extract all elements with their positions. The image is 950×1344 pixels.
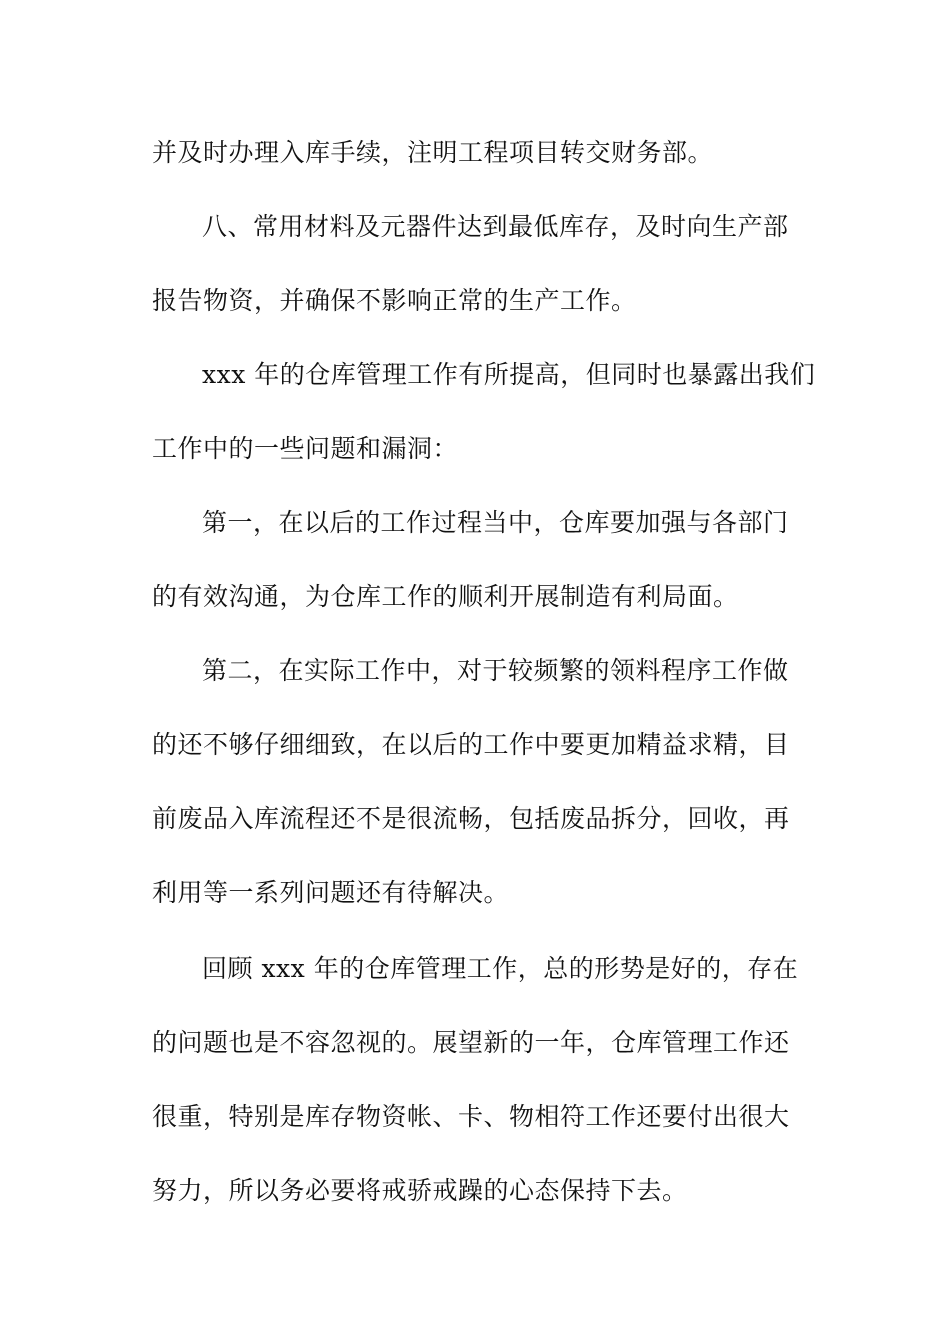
text-line: 努力，所以务必要将戒骄戒躁的心态保持下去。: [152, 1176, 688, 1205]
paragraph-first-line: 第二，在实际工作中，对于较频繁的领料程序工作做: [202, 656, 789, 685]
text-line: 的有效沟通，为仓库工作的顺利开展制造有利局面。: [152, 582, 739, 611]
paragraph-first-line: 回顾 xxx 年的仓库管理工作，总的形势是好的，存在: [202, 954, 799, 983]
paragraph-first-line: xxx 年的仓库管理工作有所提高，但同时也暴露出我们: [202, 360, 816, 389]
text-line: 前废品入库流程还不是很流畅，包括废品拆分，回收，再: [152, 804, 790, 833]
text-line: 的还不够仔细细致，在以后的工作中要更加精益求精，目: [152, 730, 790, 759]
text-line: 报告物资，并确保不影响正常的生产工作。: [152, 286, 637, 315]
text-line: 很重，特别是库存物资帐、卡、物相符工作还要付出很大: [152, 1102, 790, 1131]
paragraph-first-line: 八、常用材料及元器件达到最低库存，及时向生产部: [202, 212, 789, 241]
text-line: 并及时办理入库手续，注明工程项目转交财务部。: [152, 138, 714, 167]
text-line: 利用等一系列问题还有待解决。: [152, 878, 510, 907]
text-line: 工作中的一些问题和漏洞：: [152, 434, 459, 463]
text-line: 的问题也是不容忽视的。展望新的一年，仓库管理工作还: [152, 1028, 790, 1057]
paragraph-first-line: 第一，在以后的工作过程当中，仓库要加强与各部门: [202, 508, 789, 537]
